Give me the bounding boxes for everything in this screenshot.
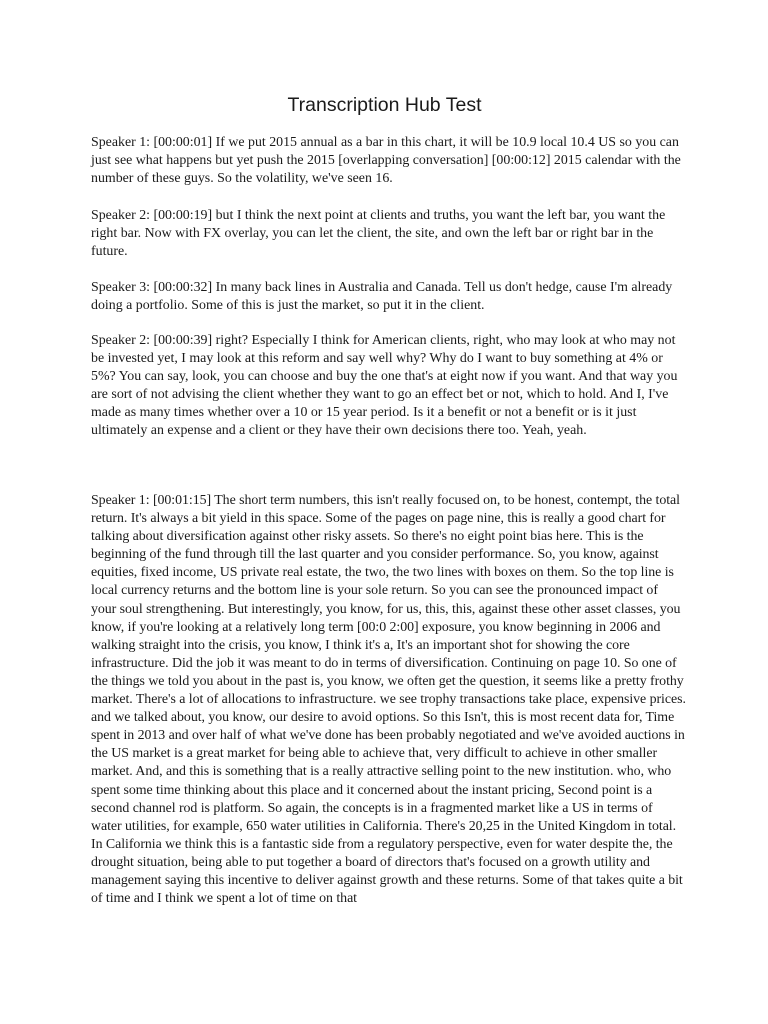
transcript-paragraph-4: Speaker 2: [00:00:39] right? Especially I think for American clients, right, who may look at who may not be invested yet, I may look at this reform and say well why? Why do I want to buy something at 4% or 5%? You can say, look, you can choose and buy the one that's at eight now if you want. And that way you are sort of not advising the client whether they want to go an effect bet or not, which to hold. And I, I've made as many times whether over a 10 or 15 year period. Is it a benefit or not a benefit or is it just ultimately an expense and a client or they have their own decisions there too. Yeah, yeah. xyxy=(91,333,678,439)
transcript-paragraph-5: Speaker 1: [00:01:15] The short term numbers, this isn't really focused on, to be honest, contempt, the total return. It's always a bit yield in this space. Some of the pages on page nine, this is really a good chart for talking about diversification against other risky assets. So there's no eight point bias here. This is the beginning of the fund through till the last quarter and you consider performance. So, you know, against equities, fixed income, US private real estate, the two, the two lines with boxes on them. So the top line is local currency returns and the bottom line is your sole return. So you can see the pronounced impact of your soul strengthening. But interestingly, you know, for us, this, this, against these other asset classes, you know, if you're looking at a relatively long term [00:0 2:00] exposure, you know beginning in 2006 and walking straight into the crisis, you know, I think it's a, It's an important shot for showing the core infrastructure. Did the job it was meant to do in terms of diversification. Continuing on page 10. So one of the things we told you about in the past is, you know, we often get the question, it seems like a pretty frothy market. There's a lot of allocations to infrastructure. we see trophy transactions take place, expensive prices. and we talked about, you know, our desire to avoid options. So this Isn't, this is most recent data for, Time spent in 2013 and over half of what we've done has been probably negotiated and we've avoided auctions in the US market is a great market for being able to achieve that, very difficult to achieve in other smaller market. And, and this is something that is a really attractive selling point to the new institution. who, who spent some time thinking about this place and it concerned about the instant pricing, Second point is a second channel rod is platform. So again, the concepts is in a fragmented market like a US in terms of water utilities, for example, 650 water utilities in California. There's 20,25 in the United Kingdom in total. In California we think this is a fantastic side from a regulatory perspective, even for water despite the, the drought situation, being able to put together a board of directors that's focused on a growth utility and management saying this incentive to deliver against growth and these returns. Some of that takes quite a bit of time and I think we spent a lot of time on that xyxy=(91,493,686,907)
transcript-paragraph-2: Speaker 2: [00:00:19] but I think the next point at clients and truths, you want the left bar, you want the right bar. Now with FX overlay, you can let the client, the site, and own the left bar or right bar in the future. xyxy=(91,208,666,260)
transcript-paragraph-3: Speaker 3: [00:00:32] In many back lines in Australia and Canada. Tell us don't hedge, cause I'm already doing a portfolio. Some of this is just the market, so put it in the client. xyxy=(91,280,673,314)
document-title: Transcription Hub Test xyxy=(287,94,482,116)
transcript-paragraph-1: Speaker 1: [00:00:01] If we put 2015 annual as a bar in this chart, it will be 10.9 local 10.4 US so you can just see what happens but yet push the 2015 [overlapping conversation] [00:00:12] 2015 calendar with the number of these guys. So the volatility, we've seen 16. xyxy=(91,135,681,187)
